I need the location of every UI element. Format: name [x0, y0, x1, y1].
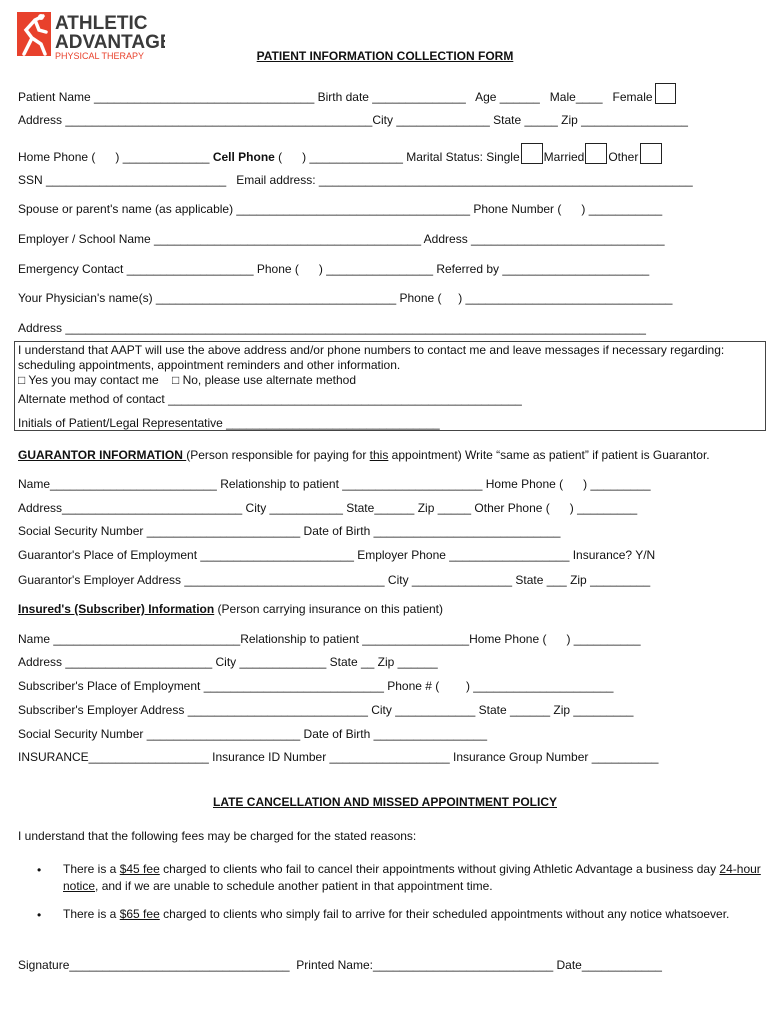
- insured-name-row: Name ____________________________Relationship to patient ________________Home Phone ( ) __________: [18, 632, 641, 646]
- consent-text-1: I understand that AAPT will use the above address and/or phone numbers to contact me and leave messages if necessary regarding:: [18, 343, 725, 357]
- insured-heading-note: (Person carrying insurance on this patient): [214, 602, 443, 616]
- policy-intro: I understand that the following fees may be charged for the stated reasons:: [18, 829, 417, 843]
- emergency-contact-row: Emergency Contact ___________________ Phone ( ) ________________ Referred by ______________________: [18, 262, 650, 276]
- other-checkbox[interactable]: [640, 143, 662, 164]
- phone-marital-row: [18, 143, 662, 164]
- alternate-contact-row: Alternate method of contact _____________________________________________________: [18, 392, 522, 406]
- form-title: PATIENT INFORMATION COLLECTION FORM: [256, 49, 514, 63]
- female-checkbox[interactable]: [655, 83, 676, 104]
- initials-row: Initials of Patient/Legal Representative ________________________________: [18, 416, 440, 430]
- guarantor-name-row: Name_________________________ Relationship to patient _____________________ Home Phone ( ) _________: [18, 477, 651, 491]
- physician-address-row: Address _______________________________________________________________________________________: [18, 321, 646, 335]
- policy-item-2-b: charged to clients who simply fail to arrive for their scheduled appointments without any notice whatsoever.: [159, 907, 730, 921]
- physician-row: Your Physician's name(s) ____________________________________ Phone ( ) _______________________________: [18, 291, 673, 305]
- guarantor-address-row: Address___________________________ City ___________ State______ Zip _____ Other Phone ( ) _________: [18, 501, 638, 515]
- spouse-row: Spouse or parent's name (as applicable) ___________________________________ Phone Number ( ) ___________: [18, 202, 663, 216]
- bullet-1: •: [37, 863, 42, 877]
- fee-65: $65 fee: [119, 907, 160, 921]
- guarantor-heading-this: this: [369, 448, 389, 462]
- employer-row: Employer / School Name ________________________________________ Address _____________________________: [18, 232, 665, 246]
- guarantor-heading-note-b: appointment) Write “same as patient” if patient is Guarantor.: [388, 448, 710, 462]
- patient-name-row: [18, 83, 676, 104]
- logo-line3: PHYSICAL THERAPY: [55, 51, 145, 61]
- guarantor-heading-row: [18, 448, 710, 462]
- marital-status-label: ( ) ______________ Marital Status: Single: [274, 150, 520, 164]
- ssn-email-row: SSN ___________________________ Email address: ________________________________________________________: [18, 173, 693, 187]
- guarantor-employment-row: Guarantor's Place of Employment _______________________ Employer Phone __________________ Insurance? Y/N: [18, 548, 656, 562]
- consent-text-2: scheduling appointments, appointment reminders and other information.: [18, 358, 401, 372]
- guarantor-heading-note-a: (Person responsible for paying for: [186, 448, 370, 462]
- policy-title: LATE CANCELLATION AND MISSED APPOINTMENT POLICY: [213, 795, 557, 809]
- other-label: Other: [608, 150, 639, 164]
- single-checkbox[interactable]: [521, 143, 543, 164]
- policy-item-1-a: There is a: [63, 862, 120, 876]
- guarantor-ssn-row: Social Security Number _______________________ Date of Birth ____________________________: [18, 524, 561, 538]
- married-label: Married: [543, 150, 585, 164]
- notice-24-hour: 24-hour notice: [63, 862, 761, 893]
- consent-options[interactable]: □ Yes you may contact me □ No, please use alternate method: [18, 373, 357, 387]
- married-checkbox[interactable]: [585, 143, 607, 164]
- insurance-row: INSURANCE__________________ Insurance ID Number __________________ Insurance Group Number __________: [18, 750, 659, 764]
- guarantor-heading: GUARANTOR INFORMATION: [18, 448, 187, 462]
- guarantor-employer-address-row: Guarantor's Employer Address ______________________________ City _______________ State ___ Zip _________: [18, 573, 651, 587]
- fee-45: $45 fee: [119, 862, 160, 876]
- signature-row: Signature_________________________________ Printed Name:___________________________ Date____________: [18, 958, 662, 972]
- policy-item-1: [63, 861, 763, 895]
- insured-employment-row: Subscriber's Place of Employment ___________________________ Phone # ( ) _____________________: [18, 679, 614, 693]
- insured-address-row: Address ______________________ City _____________ State __ Zip ______: [18, 655, 438, 669]
- policy-item-2: [63, 906, 763, 923]
- logo-line1: ATHLETIC: [55, 13, 148, 34]
- home-phone-label: Home Phone ( ) _____________: [18, 150, 213, 164]
- cell-phone-label: Cell Phone: [212, 150, 275, 164]
- logo-line2: ADVANTAGE: [55, 32, 165, 53]
- policy-item-2-a: There is a: [63, 907, 120, 921]
- insured-employer-address-row: Subscriber's Employer Address ___________________________ City ____________ State ______ Zip _________: [18, 703, 634, 717]
- address-row: Address ______________________________________________City ______________ State _____ Zip ________________: [18, 113, 688, 127]
- insured-heading-row: [18, 602, 443, 616]
- bullet-2: •: [37, 908, 42, 922]
- policy-item-1-c: , and if we are unable to schedule another patient in that appointment time.: [95, 879, 493, 893]
- patient-name-row-text: Patient Name _________________________________ Birth date ______________ Age ______ Male____ Female: [18, 90, 653, 104]
- insured-heading: Insured's (Subscriber) Information: [18, 602, 215, 616]
- insured-ssn-row: Social Security Number _______________________ Date of Birth _________________: [18, 727, 488, 741]
- policy-item-1-b: charged to clients who fail to cancel their appointments without giving Athletic Advantage a business day: [159, 862, 720, 876]
